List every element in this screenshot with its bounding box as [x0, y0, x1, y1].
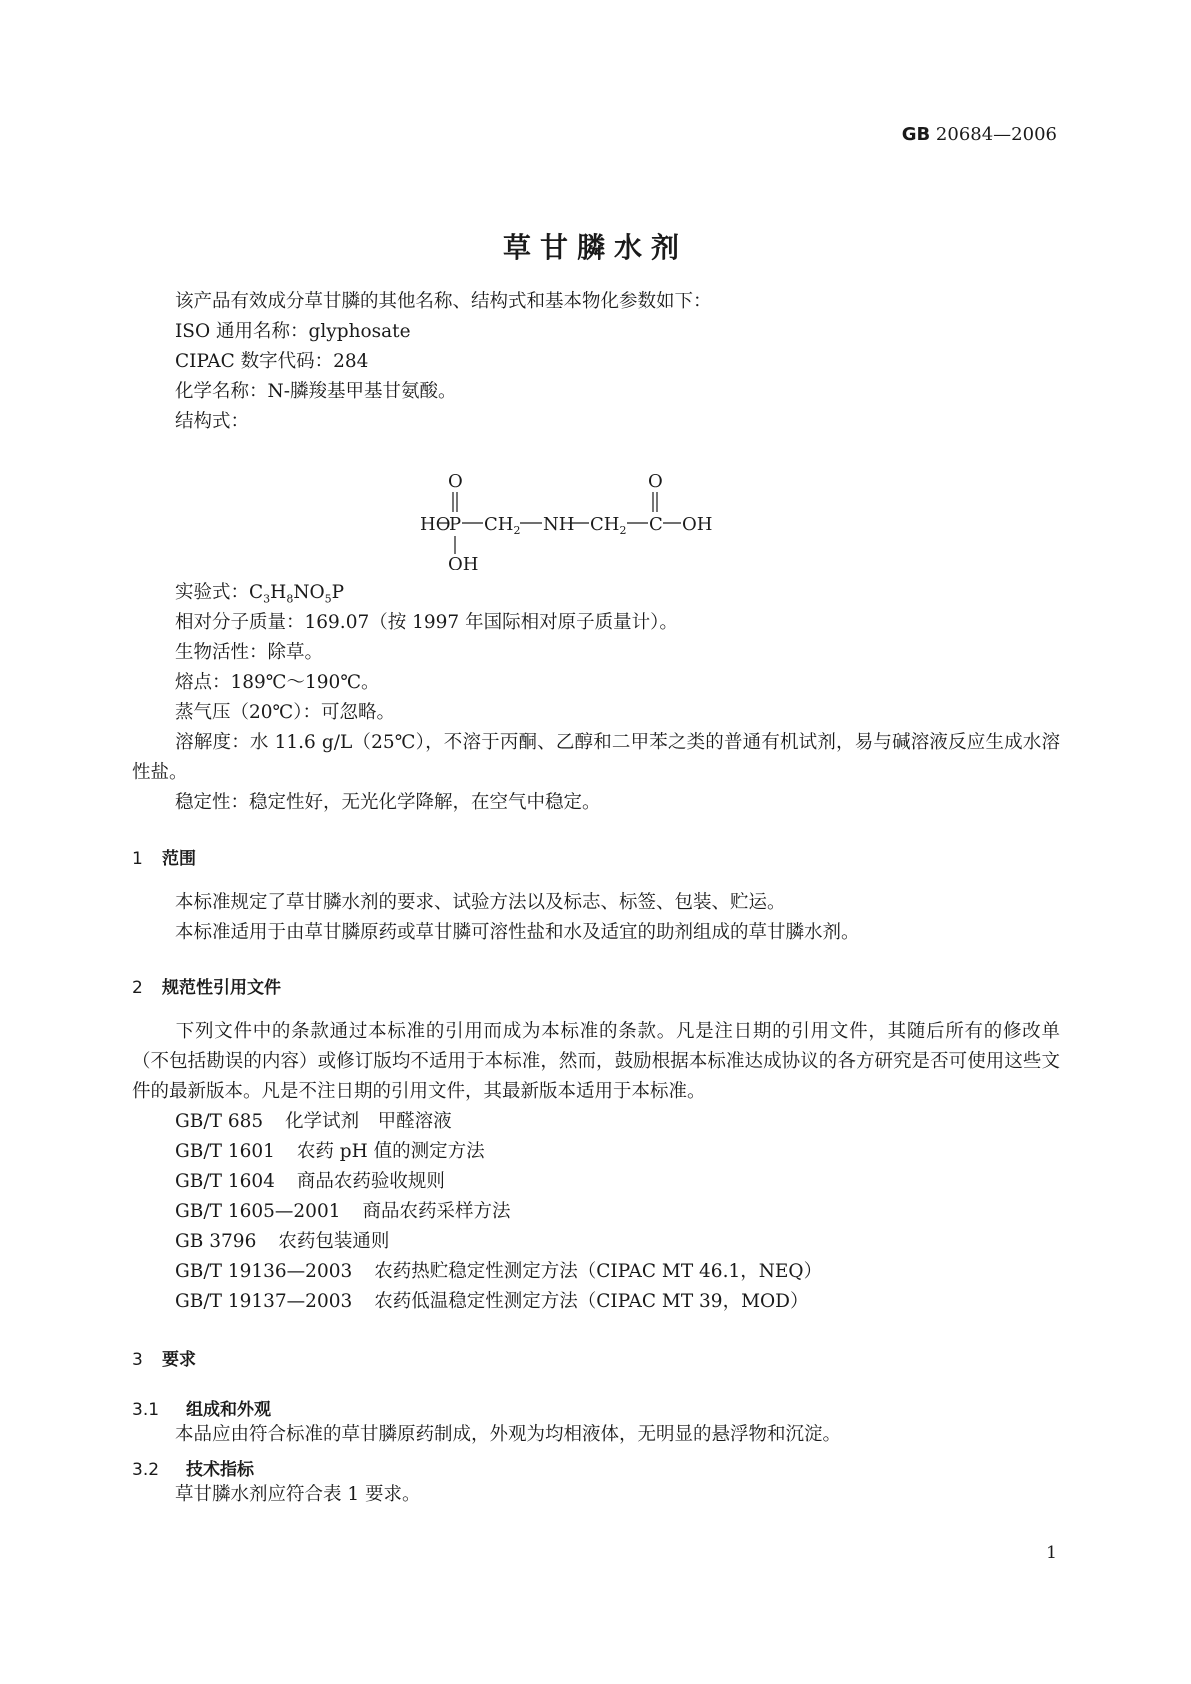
empirical-formula: 实验式：$C_3H_8NO_5P$: [175, 582, 345, 606]
ref-item: GB/T 1601 农药 pH 值的测定方法: [175, 1141, 485, 1162]
chemical-name: 化学名称：N-膦羧基甲基甘氨酸。: [175, 381, 457, 402]
section-1-p2: 本标准适用于由草甘膦原药或草甘膦可溶性盐和水及适宜的助剂组成的草甘膦水剂。: [175, 922, 860, 943]
formula-o-left: O: [448, 471, 463, 492]
standard-prefix: GB: [901, 124, 931, 145]
ref-item: GB/T 685 化学试剂 甲醛溶液: [175, 1111, 452, 1132]
ref-item: GB/T 19137—2003 农药低温稳定性测定方法（CIPAC MT 39，MOD）: [175, 1291, 809, 1312]
ref-item: GB/T 1605—2001 商品农药采样方法: [175, 1201, 511, 1222]
intro-lead: 该产品有效成分草甘膦的其他名称、结构式和基本物化参数如下：: [175, 291, 712, 312]
document-title: 草甘膦水剂: [502, 231, 688, 264]
solubility: 溶解度：水 11.6 g/L（25℃），不溶于丙酮、乙醇和二甲苯之类的普通有机试剂，易与碱溶液反应生成水溶性盐。: [132, 732, 1060, 783]
ref-item: GB/T 1604 商品农药验收规则: [175, 1171, 445, 1192]
structural-formula: [420, 470, 780, 570]
ref-item: GB 3796 农药包装通则: [175, 1231, 390, 1252]
stability: 稳定性：稳定性好，无光化学降解，在空气中稳定。: [175, 792, 601, 813]
formula-o-right: O: [648, 471, 663, 492]
standard-code: 20684—2006: [935, 124, 1057, 145]
section-2-paragraph: 下列文件中的条款通过本标准的引用而成为本标准的条款。凡是注日期的引用文件，其随后所有的修改单（不包括勘误的内容）或修订版均不适用于本标准，然而，鼓励根据本标准达成协议的各方研究是否可使用这些文件的最新版本。凡是不注日期的引用文件，其最新版本适用于本标准。: [132, 1021, 1060, 1102]
section-3-2-text: 草甘膦水剂应符合表 1 要求。: [175, 1484, 421, 1505]
section-3-1-heading: 3.1 组成和外观: [132, 1400, 271, 1420]
section-2-heading: 2 规范性引用文件: [132, 978, 281, 998]
section-1-p1: 本标准规定了草甘膦水剂的要求、试验方法以及标志、标签、包装、贮运。: [175, 892, 786, 913]
section-3-2-heading: 3.2 技术指标: [132, 1460, 254, 1480]
iso-name: ISO 通用名称：glyphosate: [175, 321, 411, 342]
formula-oh-end: OH: [682, 514, 713, 535]
formula-c: C: [649, 514, 663, 535]
molecular-mass: 相对分子质量：169.07（按 1997 年国际相对原子质量计）。: [175, 612, 678, 633]
ref-item: GB/T 19136—2003 农药热贮稳定性测定方法（CIPAC MT 46.1，NEQ）: [175, 1261, 823, 1282]
bio-activity: 生物活性：除草。: [175, 642, 324, 663]
cipac-code: CIPAC 数字代码：284: [175, 351, 369, 372]
section-3-heading: 3 要求: [132, 1350, 196, 1370]
vapor-pressure: 蒸气压（20℃）：可忽略。: [175, 702, 395, 723]
section-1-heading: 1 范围: [132, 849, 196, 869]
page-number: 1: [1046, 1543, 1057, 1563]
formula-oh-below: OH: [448, 554, 479, 570]
section-3-1-text: 本品应由符合标准的草甘膦原药制成，外观为均相液体，无明显的悬浮物和沉淀。: [175, 1424, 842, 1445]
formula-nh: NH: [543, 514, 575, 535]
formula-p: P: [449, 514, 462, 535]
formula-ho: HO: [420, 514, 451, 535]
standard-number: [902, 124, 1057, 145]
formula-ch2-b: $CH_2$: [590, 514, 627, 537]
melting-point: 熔点：189℃～190℃。: [175, 672, 380, 693]
formula-ch2-a: $CH_2$: [484, 514, 521, 537]
structure-label: 结构式：: [175, 411, 250, 432]
